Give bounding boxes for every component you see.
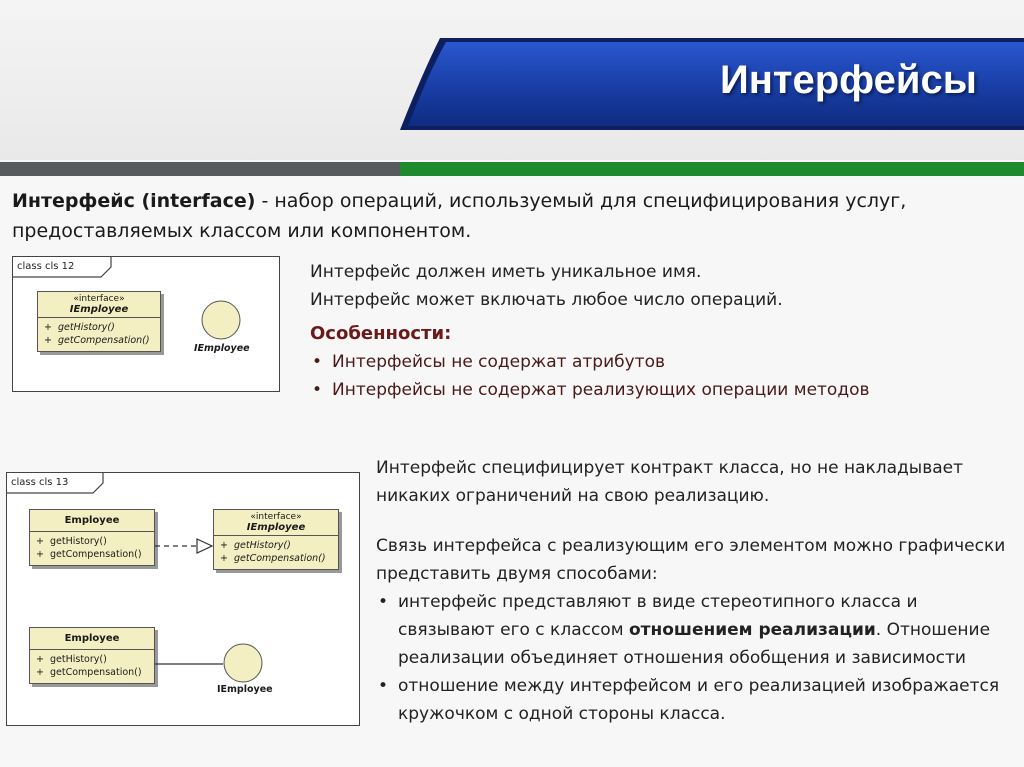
frame-tab-label: class cls 12 (17, 261, 75, 272)
interface-circle-label: IEmployee (194, 343, 250, 354)
uml-operation: + getHistory() (36, 654, 107, 665)
interface-rules (310, 258, 1010, 404)
realization-term: отношением реализации (628, 620, 876, 640)
interface-circle-icon (224, 644, 262, 682)
definition-text: - набор операций, используемый для специфицирования услуг, предоставляемых классом или компонентом. (12, 190, 907, 242)
uml-diagram-cls12 (12, 256, 280, 392)
contract-list (376, 588, 1012, 728)
uml-operation: + getHistory() (220, 540, 291, 551)
header-stripe-gray (0, 162, 400, 176)
diagram-connectors (7, 473, 359, 725)
page-title: Интерфейсы (720, 58, 977, 102)
uml-operation: + getCompensation() (220, 553, 326, 564)
contract-paragraph: Интерфейс специфицирует контракт класса, но не накладывает никаких ограничений на свою реализацию. (376, 458, 964, 506)
rule-line: Интерфейс может включать любое число операций. (310, 290, 783, 310)
feature-item: • Интерфейсы не содержат реализующих операции методов (310, 376, 1010, 404)
uml-operation: + getHistory() (36, 536, 107, 547)
interface-circle-icon (13, 257, 279, 391)
uml-class-name: Employee (64, 515, 120, 526)
features-title: Особенности: (310, 323, 452, 344)
uml-operation: + getCompensation() (44, 335, 150, 346)
features-list (310, 348, 1010, 404)
uml-interface-name: IEmployee (246, 522, 306, 533)
uml-diagram-cls13 (6, 472, 360, 726)
uml-class-name: Employee (64, 633, 120, 644)
contract-item: • отношение между интерфейсом и его реализацией изображается кружочком с одной стороны класса. (376, 672, 1012, 728)
frame-tab-label: class cls 13 (11, 477, 69, 488)
interface-circle-label: IEmployee (217, 684, 273, 695)
contract-item: • интерфейс представляют в виде стереотипного класса и связывают его с классом отношением реализации. Отношение реализации объединяет отношения обобщения и зависимости (376, 588, 1012, 672)
realization-arrowhead-icon (197, 539, 212, 553)
definition-term: Интерфейс (interface) (12, 190, 256, 212)
contract-paragraph: Связь интерфейса с реализующим его элементом можно графически представить двумя способами: (376, 536, 1006, 584)
header-stripe-green (400, 162, 1024, 176)
rule-line: Интерфейс должен иметь уникальное имя. (310, 262, 702, 282)
feature-item: • Интерфейсы не содержат атрибутов (310, 348, 1010, 376)
uml-operation: + getCompensation() (36, 549, 142, 560)
uml-interface-name: IEmployee (69, 304, 129, 315)
uml-operation: + getCompensation() (36, 667, 142, 678)
interface-definition (12, 186, 1012, 246)
uml-stereotype: «interface» (250, 512, 302, 522)
uml-operation: + getHistory() (44, 322, 115, 333)
contract-text (376, 454, 1012, 728)
uml-stereotype: «interface» (73, 294, 125, 304)
